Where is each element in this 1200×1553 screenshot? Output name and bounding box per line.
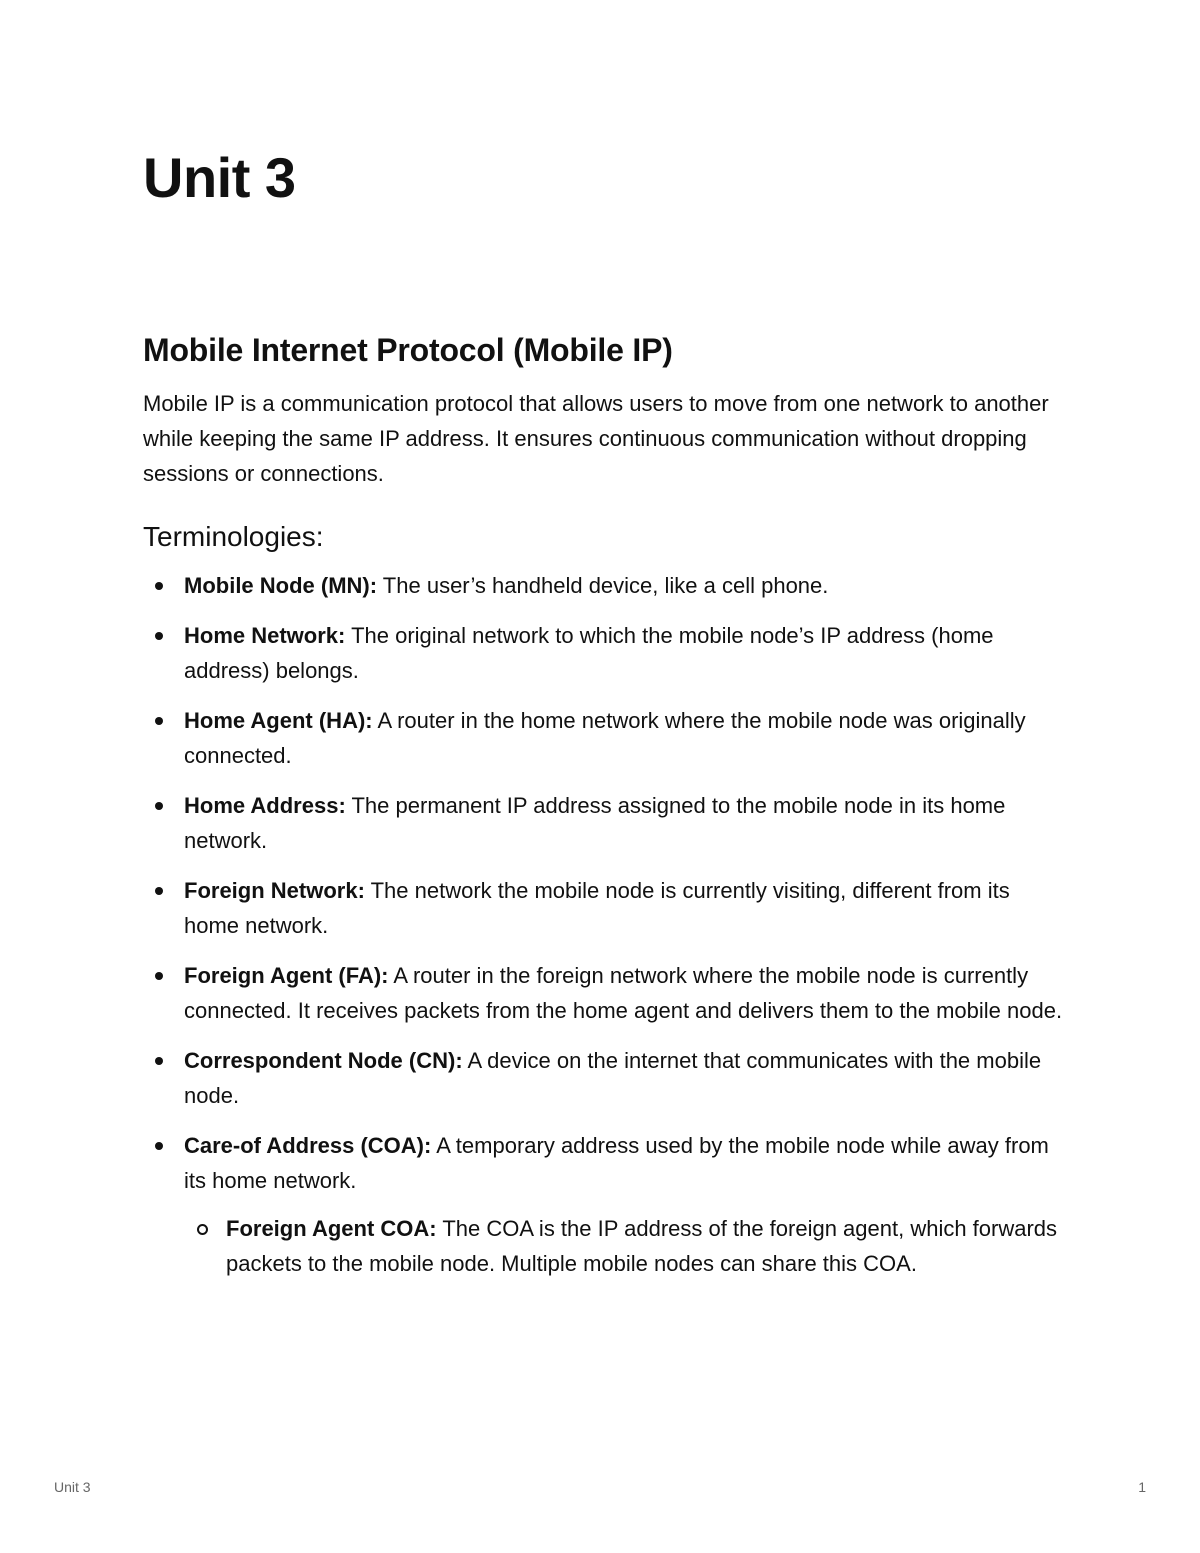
term-definition: The user’s handheld device, like a cell phone.	[377, 573, 829, 598]
list-item	[143, 788, 1063, 858]
list-item	[143, 1043, 1063, 1113]
term-label: Home Network:	[184, 623, 346, 648]
list-item	[143, 958, 1063, 1028]
term-definition: A temporary address used by the mobile node while away from its home network.	[184, 1133, 1049, 1193]
term-definition: The network the mobile node is currently visiting, different from its home network.	[184, 878, 1010, 938]
page-number: 1	[1138, 1479, 1146, 1495]
terminologies-heading: Terminologies:	[143, 521, 324, 552]
term-definition: A router in the home network where the mobile node was originally connected.	[184, 708, 1026, 768]
sub-list-item	[184, 1211, 1063, 1281]
bullet-icon	[155, 717, 163, 725]
term-definition: The original network to which the mobile node’s IP address (home address) belongs.	[184, 623, 994, 683]
term-label: Foreign Agent COA:	[226, 1216, 437, 1241]
term-label: Correspondent Node (CN):	[184, 1048, 463, 1073]
page-title: Unit 3	[143, 146, 296, 209]
term-label: Home Address:	[184, 793, 346, 818]
term-label: Home Agent (HA):	[184, 708, 373, 733]
list-item	[143, 1128, 1063, 1281]
term-definition: A router in the foreign network where the mobile node is currently connected. It receives packets from the home agent and delivers them to the mobile node.	[184, 963, 1063, 1023]
sub-terminology-list	[184, 1211, 1063, 1281]
bullet-icon	[155, 632, 163, 640]
term-definition: The permanent IP address assigned to the mobile node in its home network.	[184, 793, 1006, 853]
bullet-icon	[155, 1142, 163, 1150]
bullet-icon	[155, 972, 163, 980]
list-item	[143, 703, 1063, 773]
term-label: Foreign Agent (FA):	[184, 963, 389, 988]
list-item	[143, 873, 1063, 943]
footer-title: Unit 3	[54, 1479, 91, 1495]
hollow-bullet-icon	[197, 1224, 208, 1235]
term-label: Mobile Node (MN):	[184, 573, 378, 598]
bullet-icon	[155, 802, 163, 810]
term-definition: A device on the internet that communicates with the mobile node.	[184, 1048, 1042, 1108]
term-label: Foreign Network:	[184, 878, 365, 903]
terminology-list	[143, 568, 1063, 1296]
bullet-icon	[155, 887, 163, 895]
section-heading: Mobile Internet Protocol (Mobile IP)	[143, 332, 673, 368]
term-label: Care-of Address (COA):	[184, 1133, 432, 1158]
term-definition: The COA is the IP address of the foreign agent, which forwards packets to the mobile node. Multiple mobile nodes can share this COA.	[226, 1216, 1058, 1276]
bullet-icon	[155, 1057, 163, 1065]
list-item	[143, 568, 1063, 603]
list-item	[143, 618, 1063, 688]
intro-paragraph: Mobile IP is a communication protocol that allows users to move from one network to another while keeping the same IP address. It ensures continuous communication without dropping sessions or connections.	[143, 391, 1049, 486]
bullet-icon	[155, 582, 163, 590]
